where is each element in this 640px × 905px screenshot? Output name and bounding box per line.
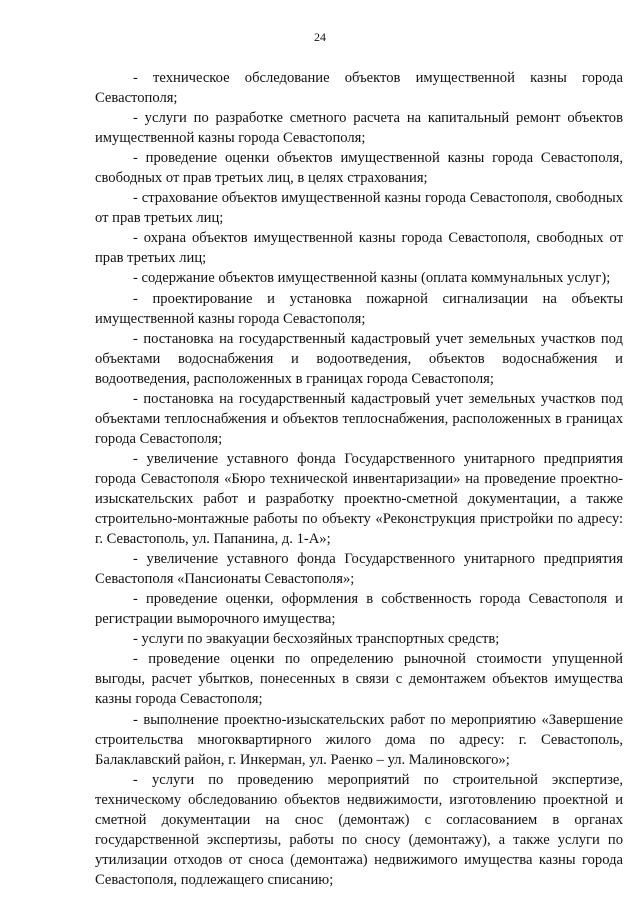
document-body <box>95 68 623 890</box>
list-item: - постановка на государственный кадастровый учет земельных участков под объектами водоснабжения и водоотведения, объектов водоснабжения и водоотведения, расположенных в границах города Севастополя; <box>95 330 623 387</box>
list-item: - увеличение уставного фонда Государственного унитарного предприятия города Севастополя «Бюро технической инвентаризации» на проведение проектно-изыскательских работ и разработку проектно-сметной документации, а также строительно-монтажные работы по объекту «Реконструкция пристройки по адресу: г. Севастополь, ул. Папанина, д. 1-А»; <box>95 450 623 548</box>
list-item: - увеличение уставного фонда Государственного унитарного предприятия Севастополя «Пансионаты Севастополя»; <box>95 551 623 588</box>
list-item: - техническое обследование объектов имущественной казны города Севастополя; <box>95 70 623 107</box>
list-item: - страхование объектов имущественной казны города Севастополя, свободных от прав третьих лиц; <box>95 190 623 227</box>
list-item: - услуги по проведению мероприятий по строительной экспертизе, техническому обследованию объектов недвижимости, изготовлению проектной и сметной документации на снос (демонтаж) с согласованием в органах государственной экспертизы, работы по сносу (демонтажу), а также услуги по утилизации отходов от сноса (демонтажа) недвижимого имущества казны города Севастополя, подлежащего списанию; <box>95 771 623 888</box>
list-item: - выполнение проектно-изыскательских работ по мероприятию «Завершение строительства многоквартирного жилого дома по адресу: г. Севастополь, Балаклавский район, г. Инкерман, ул. Раенко – ул. Малиновского»; <box>95 711 623 768</box>
list-item: - постановка на государственный кадастровый учет земельных участков под объектами теплоснабжения и объектов теплоснабжения, расположенных в границах города Севастополя; <box>95 390 623 447</box>
list-item: - услуги по эвакуации бесхозяйных транспортных средств; <box>133 631 500 648</box>
list-item: - охрана объектов имущественной казны города Севастополя, свободных от прав третьих лиц; <box>95 230 623 267</box>
page-number: 24 <box>314 30 326 44</box>
list-item: - содержание объектов имущественной казны (оплата коммунальных услуг); <box>133 270 611 287</box>
list-item: - проведение оценки, оформления в собственность города Севастополя и регистрации выморочного имущества; <box>95 591 623 628</box>
list-item: - проведение оценки по определению рыночной стоимости упущенной выгоды, расчет убытков, понесенных в связи с демонтажем объектов имущества казны города Севастополя; <box>95 651 623 708</box>
list-item: - проведение оценки объектов имущественной казны города Севастополя, свободных от прав третьих лиц, в целях страхования; <box>95 150 623 187</box>
list-item: - проектирование и установка пожарной сигнализации на объекты имущественной казны города Севастополя; <box>95 290 623 327</box>
list-item: - услуги по разработке сметного расчета на капитальный ремонт объектов имущественной казны города Севастополя; <box>95 110 623 147</box>
